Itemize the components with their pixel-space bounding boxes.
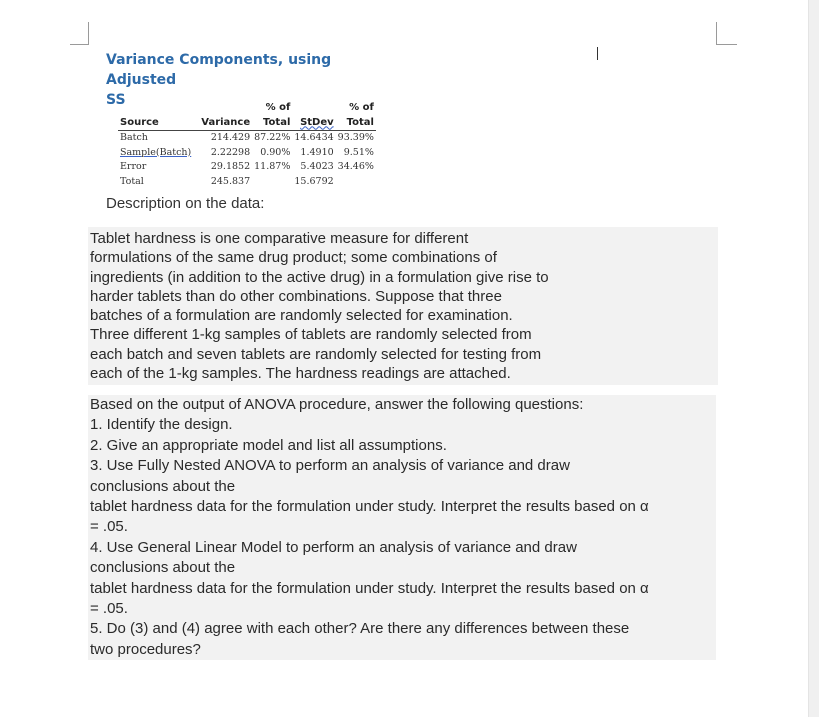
table-header-row-top	[118, 101, 376, 116]
cell-pct-variance: 87.22%	[254, 132, 291, 143]
description-title: Description on the data:	[106, 195, 265, 212]
col-header-top	[118, 101, 199, 116]
col-header-pct-total-sd: Total	[336, 116, 376, 131]
description-line: each batch and seven tablets are randomly selected for testing from	[90, 345, 542, 363]
col-header-top: % of	[349, 102, 374, 113]
cell-pct-stdev: 34.46%	[337, 161, 374, 172]
variance-components-table	[118, 101, 376, 189]
cell-pct-stdev: 9.51%	[343, 146, 374, 158]
cell-source: Sample(Batch)	[120, 146, 192, 158]
cell-pct-stdev: 93.39%	[337, 132, 374, 143]
col-header-top: % of	[265, 102, 291, 113]
description-line: ingredients (in addition to the active drug) in a formulation give rise to	[90, 268, 549, 286]
question-line: tablet hardness data for the formulation under study. Interpret the results based on α	[88, 497, 716, 517]
description-line: batches of a formulation are randomly selected for examination.	[90, 307, 513, 325]
cell-variance: 29.1852	[210, 161, 251, 172]
question-line: = .05.	[88, 517, 716, 537]
table-row	[118, 131, 376, 146]
crop-mark-top-right	[716, 22, 737, 45]
cell-stdev: 1.4910	[300, 146, 334, 158]
col-header-stdev: StDev	[292, 116, 335, 131]
table-row	[118, 175, 376, 190]
question-line: Based on the output of ANOVA procedure, answer the following questions:	[88, 395, 716, 415]
question-line: = .05.	[88, 599, 716, 619]
question-line: 5. Do (3) and (4) agree with each other? Are there any differences between these	[88, 619, 716, 639]
col-header-source: Source	[118, 116, 199, 131]
col-header-pct-total: Total	[252, 116, 292, 131]
heading-line-1: Variance Components, using Adjusted	[106, 52, 332, 88]
cell-variance: 245.837	[210, 175, 251, 187]
table-row	[118, 146, 376, 161]
cell-source: Total	[120, 175, 144, 187]
col-header-variance: Variance	[199, 116, 252, 131]
table-row	[118, 160, 376, 175]
cell-stdev: 14.6434	[294, 132, 334, 143]
question-line: conclusions about the	[88, 477, 716, 497]
col-header-top	[292, 101, 335, 116]
description-line: Tablet hardness is one comparative measure for different	[90, 230, 469, 247]
question-line: two procedures?	[88, 640, 716, 660]
questions-block	[88, 395, 716, 660]
heading-line-2: SS	[106, 92, 126, 108]
text-cursor	[597, 47, 598, 60]
question-line: 2. Give an appropriate model and list all assumptions.	[88, 436, 716, 456]
cell-source: Batch	[120, 132, 148, 143]
description-line: formulations of the same drug product; some combinations of	[90, 249, 497, 267]
cell-pct-variance	[252, 175, 292, 190]
col-header-top	[199, 101, 252, 116]
vertical-scrollbar[interactable]	[808, 0, 819, 717]
description-line: Three different 1-kg samples of tablets are randomly selected from	[90, 326, 532, 344]
cell-source: Error	[120, 161, 147, 172]
question-line: 1. Identify the design.	[88, 415, 716, 435]
cell-variance: 214.429	[210, 132, 251, 143]
question-line: 3. Use Fully Nested ANOVA to perform an analysis of variance and draw	[88, 456, 716, 476]
question-line: conclusions about the	[88, 558, 716, 578]
crop-mark-top-left	[70, 22, 89, 45]
question-line: tablet hardness data for the formulation under study. Interpret the results based on α	[88, 579, 716, 599]
cell-stdev: 5.4023	[300, 161, 334, 172]
cell-pct-variance: 11.87%	[254, 161, 291, 172]
question-line: 4. Use General Linear Model to perform an analysis of variance and draw	[88, 538, 716, 558]
cell-stdev: 15.6792	[294, 175, 334, 187]
cell-pct-variance: 0.90%	[260, 146, 291, 158]
description-line: harder tablets than do other combinations. Suppose that three	[90, 287, 502, 305]
cell-variance: 2.22298	[210, 146, 251, 158]
description-line: each of the 1-kg samples. The hardness readings are attached.	[90, 365, 511, 383]
description-paragraph	[88, 227, 718, 385]
table-header-row	[118, 116, 376, 131]
cell-pct-stdev	[336, 175, 376, 190]
